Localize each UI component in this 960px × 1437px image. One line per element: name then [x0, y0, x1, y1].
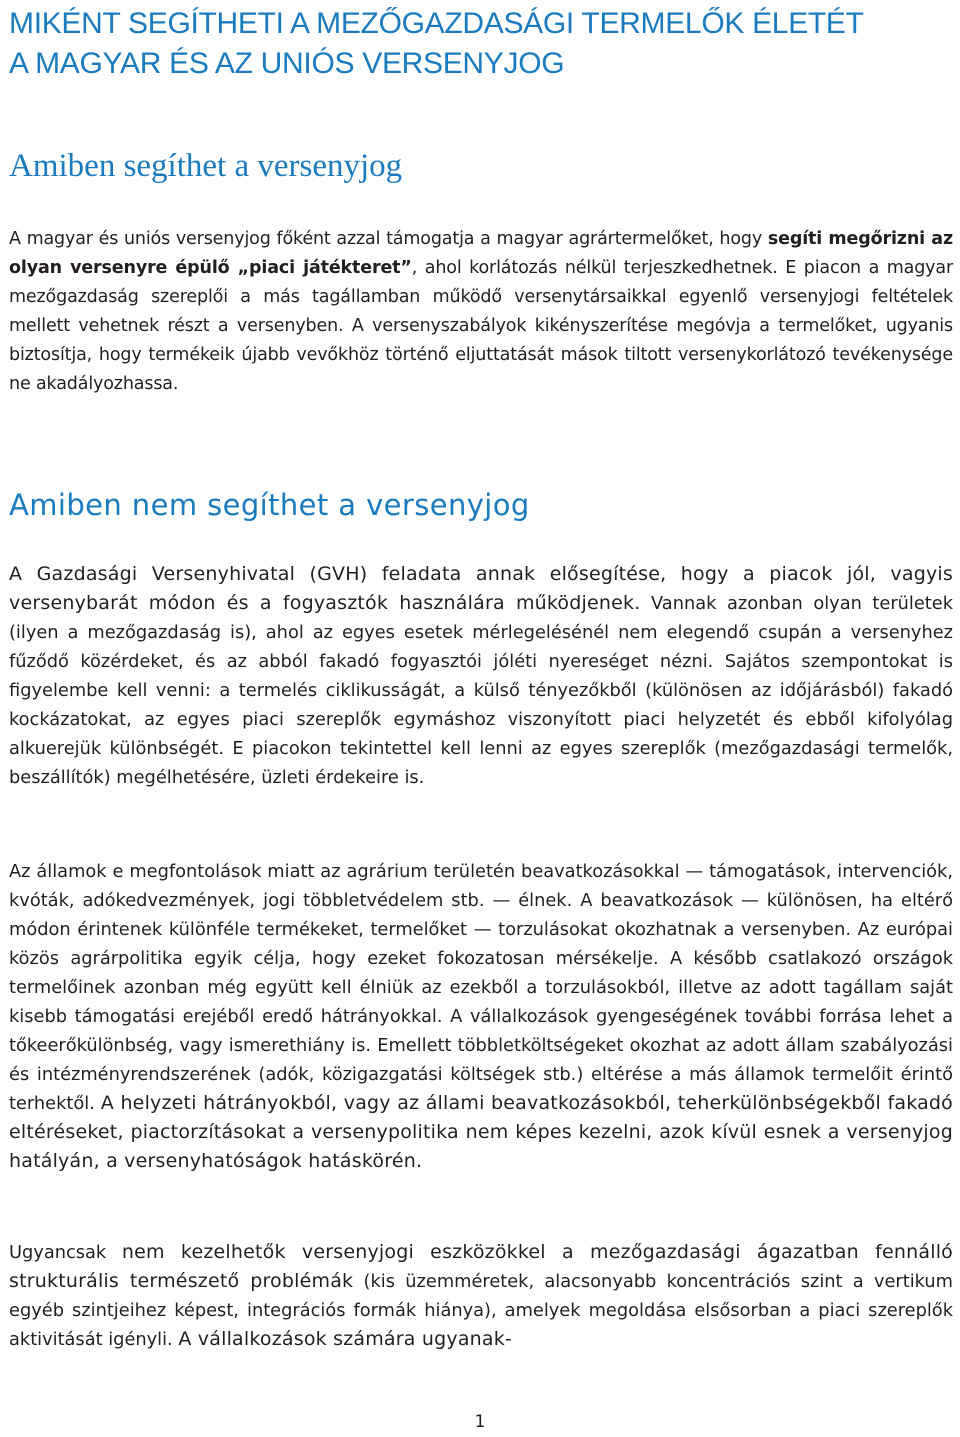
title-line-1: MIKÉNT SEGÍTHETI A MEZŐGAZDASÁGI TERMELŐK ÉLETÉT [9, 7, 864, 40]
paragraph-structural [9, 1238, 953, 1354]
paragraph-gvh-lead: A Gazdasági Versenyhivatal (GVH) feladata annak elősegítése, hogy a piacok jól, vagyis versenybarát módon és a fogyasztók használára működjenek. [9, 563, 953, 614]
page-number: 1 [474, 1412, 486, 1432]
paragraph-helps-body: , ahol korlátozás nélkül terjeszkedhetnek. E piacon a magyar mezőgazdaság szereplői a más tagállamban működő versenytársaikkal egyenlő versenyjogi feltételek mellett vehetnek részt a versenyben. A versenyszabályok kikényszerítése megóvja a termelőket, ugyanis biztosítja, hogy termékeik újabb vevőkhöz történő eljuttatását mások tiltott versenykorlátozó tevékenysége ne akadályozhassa. [9, 258, 953, 394]
paragraph-helps-emphasis: segíti megőrizni az olyan versenyre épülő „piaci játékteret” [9, 229, 953, 278]
title-line-2: A MAGYAR ÉS AZ UNIÓS VERSENYJOG [9, 47, 565, 80]
paragraph-structural-body: (kis üzemméretek, alacsonyabb koncentrációs szint a vertikum egyéb szintjeihez képest, integrációs formák hiánya), amelyek megoldása elsősorban a piaci szereplők aktivitását igényli. [9, 1271, 953, 1350]
paragraph-structural-intro: Ugyancsak [9, 1242, 122, 1263]
paragraph-state-intervention [9, 857, 953, 1176]
paragraph-state-body: Az államok e megfontolások miatt az agrárium területén beavatkozásokkal — támogatások, intervenciók, kvóták, adókedvezmények, jogi többletvédelem stb. — élnek. A beavatkozások — különösen, ha eltérő módon érintenek különféle termékeket, termelőket — torzulásokat okozhatnak a versenyben. Az európai közös agrárpolitika egyik célja, hogy ezeket fokozatosan mérsékelje. A később csatlakozó országok termelőinek azonban még együtt kell élniük az ezekből a torzulásokból, illetve az adott tagállam saját kisebb támogatási erejéből eredő hátrányokkal. A vállalkozások gyengeségének további forrása lehet a tőkeerőkülönbség, vagy ismerethiány is. Emellett többletköltségeket okozhat az adott állam szabályozási és intézményrendszerének (adók, közigazgatási költségek stb.) eltérése a más államok termelőit érintő terhektől. [9, 861, 953, 1114]
paragraph-structural-tail: A vállalkozások számára ugyanak- [178, 1328, 513, 1350]
paragraph-structural-emphasis: nem kezelhetők versenyjogi eszközökkel a mezőgazdasági ágazatban fennálló strukturális természető problémák [9, 1241, 953, 1292]
paragraph-gvh-body: Vannak azonban olyan területek (ilyen a mezőgazdaság is), ahol az egyes esetek mérlegelésénél nem elegendő csupán a versenyhez fűződő közérdeket, és az abból fakadó fogyasztói jóléti nyereséget nézni. Sajátos szempontokat is figyelembe kell venni: a termelés ciklikusságát, a külső tényezőkből (különösen az időjárásból) fakadó kockázatokat, az egyes piaci szereplők egymáshoz viszonyított piaci helyzetét és ebből kifolyólag alkuerejük különbségét. E piacokon tekintettel kell lenni az egyes szereplők (mezőgazdasági termelők, beszállítók) megélhetésére, üzleti érdekeire is. [9, 593, 953, 788]
page-title [9, 4, 953, 84]
section-heading-helps: Amiben segíthet a versenyjog [9, 148, 403, 184]
section-heading-cannot-help: Amiben nem segíthet a versenyjog [9, 488, 530, 522]
paragraph-gvh [9, 560, 953, 792]
paragraph-helps [9, 225, 953, 399]
paragraph-state-emphasis: A helyzeti hátrányokból, vagy az állami beavatkozásokból, teherkülönbségekből fakadó eltéréseket, piactorzításokat a versenypolitika nem képes kezelni, azok kívül esnek a versenyjog hatályán, a versenyhatóságok hatáskörén. [9, 1092, 953, 1172]
paragraph-helps-intro: A magyar és uniós versenyjog főként azzal támogatja a magyar agrártermelőket, hogy [9, 229, 768, 249]
